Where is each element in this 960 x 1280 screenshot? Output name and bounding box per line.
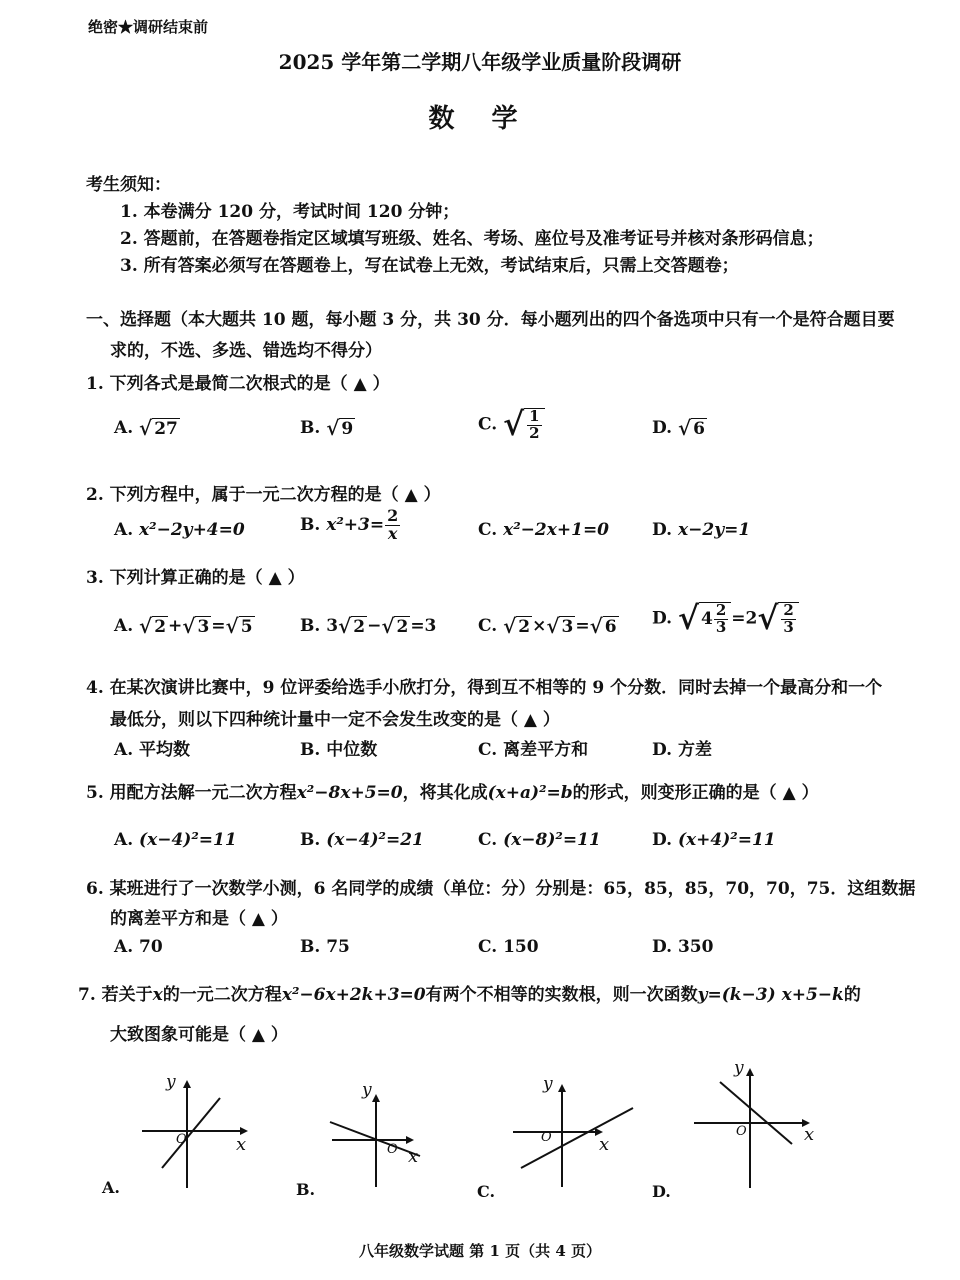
graph-option-d[interactable] (650, 1058, 830, 1201)
option-label: A. (114, 616, 134, 636)
option-label: D. (652, 418, 673, 438)
question-stem: 5. 用配方法解一元二次方程x²−8x+5=0，将其化成(x+a)²=b的形式，则变形正确的是（ ▲ ） (86, 783, 819, 803)
option-d[interactable]: D. 350 (652, 937, 714, 957)
origin-label: O (736, 1124, 747, 1139)
option-label: B. (300, 514, 321, 535)
equation: (x−4)²=21 (326, 830, 424, 850)
option-d[interactable] (652, 418, 707, 439)
graph-option-b[interactable] (290, 1072, 460, 1202)
option-c[interactable]: C. 离差平方和 (478, 740, 589, 760)
question-stem: 7. 若关于x的一元二次方程x²−6x+2k+3=0有两个不相等的实数根，则一次函数y=(k−3) x+5−k的 (78, 985, 861, 1005)
axis-label-y: y (166, 1072, 176, 1092)
equation: x²−2y+4=0 (139, 520, 245, 540)
option-label: B. (300, 830, 321, 850)
option-d[interactable]: D. 方差 (652, 740, 712, 760)
confidential-mark: 绝密★调研结束前 (88, 18, 209, 36)
axis-label-x: x (804, 1124, 815, 1145)
question-stem-cont: 大致图象可能是（ ▲ ） (110, 1025, 288, 1045)
sqrt-expression: √ 9 (326, 416, 354, 440)
option-c[interactable]: C. 150 (478, 937, 539, 957)
option-c[interactable] (478, 830, 601, 850)
exam-title: 2025 学年第二学期八年级学业质量阶段调研 (278, 50, 682, 74)
origin-label: O (176, 1132, 187, 1147)
question-stem: 4. 在某次演讲比赛中，9 位评委给选手小欣打分，得到互不相等的 9 个分数．同时去掉一个最高分和一个 (86, 678, 883, 698)
sqrt-expression: √ 6 (677, 416, 705, 440)
graph-label: B. (296, 1180, 316, 1199)
question-stem: 6. 某班进行了一次数学小测，6 名同学的成绩（单位：分）分别是：65，85，85，70，70，75．这组数据 (86, 879, 916, 899)
axis-label-x: x (599, 1134, 610, 1155)
notice-item: 2. 答题前，在答题卷指定区域填写班级、姓名、考场、座位号及准考证号并核对条形码信息； (120, 229, 824, 249)
option-b[interactable]: B. 中位数 (300, 740, 378, 760)
graph-label: A. (102, 1178, 120, 1197)
option-a[interactable] (114, 830, 237, 850)
option-b[interactable] (300, 418, 355, 439)
sqrt-expression: √ 27 (139, 416, 178, 440)
option-c[interactable]: C. √ 2 × √ 3 = √ 6 (478, 614, 617, 638)
option-d[interactable]: D. √ 4 $\frac{2}{3}$ =2 √ $\frac{2}{3}$ (652, 602, 799, 636)
sqrt-expression: √ $\frac{1}{2}$ (503, 408, 544, 442)
graph-label: C. (477, 1182, 496, 1201)
question-stem-cont: 最低分，则以下四种统计量中一定不会发生改变的是（ ▲ ） (110, 710, 560, 730)
option-label: D. (652, 520, 673, 540)
option-a[interactable]: A. √ 2 + √ 3 = √ 5 (114, 614, 253, 638)
question-stem: 3. 下列计算正确的是（ ▲ ） (86, 568, 305, 588)
graph-option-a[interactable] (100, 1068, 270, 1198)
option-d[interactable] (652, 830, 776, 850)
axis-label-y: y (362, 1080, 372, 1100)
option-a[interactable] (114, 418, 180, 439)
option-label: C. (478, 520, 498, 540)
option-c[interactable] (478, 520, 609, 540)
option-label: C. (478, 414, 498, 435)
origin-label: O (541, 1130, 552, 1145)
option-label: D. (652, 608, 673, 629)
option-a[interactable] (114, 520, 245, 540)
equation: (x−8)²=11 (503, 830, 601, 850)
option-label: C. (478, 830, 498, 850)
axis-label-x: x (236, 1134, 247, 1155)
line-graph-b (290, 1072, 460, 1202)
option-d[interactable] (652, 520, 750, 540)
section-heading: 一、选择题（本大题共 10 题，每小题 3 分，共 30 分．每小题列出的四个备选项中只有一个是符合题目要 (86, 310, 895, 330)
graph-option-c[interactable] (475, 1072, 645, 1202)
option-label: C. (478, 616, 498, 636)
option-c[interactable] (478, 405, 545, 443)
option-label: B. (300, 616, 321, 636)
line-graph-c (475, 1072, 645, 1202)
option-b[interactable]: B. 75 (300, 937, 350, 957)
equation: x²−2x+1=0 (503, 520, 610, 540)
axis-label-y: y (543, 1074, 553, 1094)
origin-label: O (387, 1142, 398, 1157)
option-label: B. (300, 418, 321, 438)
axis-label-x: x (408, 1146, 419, 1167)
option-b[interactable]: B. x²+3= $\frac{2}{x}$ (300, 506, 399, 543)
option-a[interactable]: A. 70 (114, 937, 163, 957)
notice-item: 3. 所有答案必须写在答题卷上，写在试卷上无效，考试结束后，只需上交答题卷； (120, 256, 739, 276)
question-stem: 1. 下列各式是最简二次根式的是（ ▲ ） (86, 374, 390, 394)
equation: x²+3= (326, 514, 385, 535)
option-label: A. (114, 520, 134, 540)
question-stem: 2. 下列方程中，属于一元二次方程的是（ ▲ ） (86, 485, 441, 505)
section-heading-cont: 求的，不选、多选、错选均不得分） (110, 341, 382, 361)
notice-heading: 考生须知： (86, 175, 171, 195)
option-b[interactable] (300, 830, 424, 850)
option-b[interactable]: B. 3 √ 2 − √ 2 =3 (300, 614, 437, 638)
option-label: D. (652, 830, 673, 850)
equation: (x−4)²=11 (139, 830, 237, 850)
equation: x−2y=1 (677, 520, 751, 540)
option-label: A. (114, 418, 134, 438)
equation: (x+4)²=11 (677, 830, 776, 850)
axis-label-y: y (734, 1058, 744, 1078)
option-label: A. (114, 830, 134, 850)
question-stem-cont: 的离差平方和是（ ▲ ） (110, 909, 288, 929)
subject-title: 数 学 (428, 104, 532, 134)
graph-label: D. (652, 1182, 671, 1201)
page-footer: 八年级数学试题 第 1 页（共 4 页） (359, 1242, 601, 1260)
option-a[interactable]: A. 平均数 (114, 740, 191, 760)
notice-item: 1. 本卷满分 120 分，考试时间 120 分钟； (120, 202, 460, 222)
